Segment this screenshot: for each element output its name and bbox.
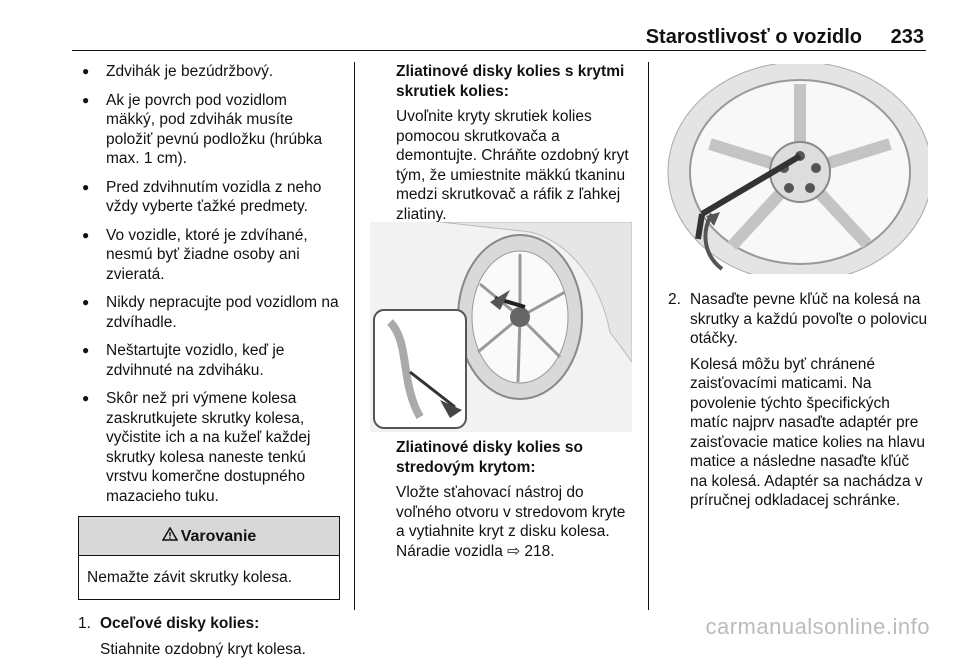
wheel-wrench-illustration [662,64,928,274]
column-separator [354,62,355,610]
step-note: Kolesá môžu byť chránené zaisťovacími maticami. Na povolenie týchto špecifických matíc najprv nasaďte adaptér pre zaisťovacie matice kolies na hlavu matice a následne nasaďte kľúč na kolesá. Adaptér sa nachádza v príručnej odkladacej schránke. [668,355,928,511]
step-1 [78,614,340,634]
warning-header [79,517,339,556]
list-item: ● Pred zdvihnutím vozidla z neho vždy vyberte ťažké predmety. [78,178,340,217]
page-number: 233 [891,26,924,49]
warning-title: Varovanie [181,528,257,545]
watermark: carmanualsonline.info [705,614,930,640]
list-item: ● Nikdy nepracujte pod vozidlom na zdvíhadle. [78,293,340,332]
section-heading: Zliatinové disky kolies s krytmi skrutiek kolies: [396,62,634,101]
page-title: Starostlivosť o vozidlo [646,26,862,49]
wheel-cover-illustration [370,222,632,432]
bullet-list [78,62,340,506]
list-item: ● Neštartujte vozidlo, keď je zdvihnuté na zdviháku. [78,341,340,380]
column-middle [396,62,634,230]
paragraph: Vložte sťahovací nástroj do voľného otvoru v stredovom kryte a vytiahnite kryt z disku kolesa. Náradie vozidla ⇨ 218. [396,483,634,561]
warning-triangle-icon [162,527,178,547]
step-2 [668,290,928,349]
column-middle-lower [396,438,634,567]
paragraph: Uvoľnite kryty skrutiek kolies pomocou skrutkovača a demontujte. Chráňte ozdobný kryt tým, že umiestnite mäkkú tkaninu medzi skrutkovač a ráfik z ľahkej zliatiny. [396,107,634,224]
section-heading: Zliatinové disky kolies so stredovým krytom: [396,438,634,477]
column-separator [648,62,649,610]
warning-text: Nemažte závit skrutky kolesa. [79,556,339,600]
list-item: ● Zdvihák je bezúdržbový. [78,62,340,82]
list-item: ● Vo vozidle, ktoré je zdvíhané, nesmú byť žiadne osoby ani zvieratá. [78,226,340,285]
step-heading: Oceľové disky kolies: [100,614,259,634]
step-number: 1. [78,614,100,634]
step-text: Stiahnite ozdobný kryt kolesa. [78,640,340,659]
step-text: Nasaďte pevne kľúč na kolesá na skrutky a každú povoľte o polovicu otáčky. [690,290,928,349]
list-item: ● Ak je povrch pod vozidlom mäkký, pod zdvihák musíte položiť pevnú podložku (hrúbka max. 1 cm). [78,91,340,169]
warning-box [78,516,340,600]
header-rule [72,50,926,51]
step-number: 2. [668,290,690,349]
column-right [668,290,928,511]
column-left [78,62,340,659]
list-item: ● Skôr než pri výmene kolesa zaskrutkujete skrutky kolesa, vyčistite ich a na kužeľ každej skrutky kolesa naneste tenkú vrstvu komerčne dostupného mazacieho tuku. [78,389,340,506]
